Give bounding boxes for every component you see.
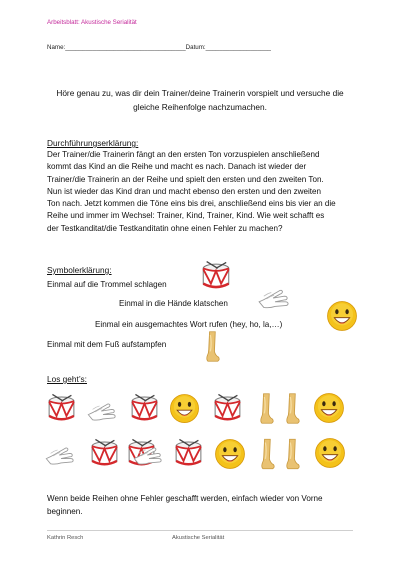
drum-icon [45,393,78,424]
symbols-heading: Symbolerklärung: [47,265,112,275]
symbol-hands-text: Einmal in die Hände klatschen [119,299,228,308]
shouting-smiley-icon [325,299,359,333]
instructions-line: Ton nach. Jetzt kommen die Töne eins bis drei, anschließend eins bis vier an die [47,199,336,209]
shouting-smiley-icon [313,436,347,470]
drum-icon [128,393,161,424]
drum-icon [211,393,244,424]
footer-title: Akustische Serialität [172,535,225,541]
drum-icon [172,438,205,469]
closing-text: Wenn beide Reihen ohne Fehler geschafft werden, einfach wieder von Vorne beginnen. [47,494,323,516]
instructions-heading: Durchführungserklärung: [47,138,139,148]
drum-icon [199,260,233,292]
instructions-section [47,137,365,235]
shouting-smiley-icon [213,437,247,471]
instructions-line: Nun ist wieder das Kind dran und macht ebenso den ersten und den zweiten [47,186,322,196]
clapping-hands-icon [130,443,168,469]
instructions-line: Reihe und immer im Wechsel: Trainer, Kind, Trainer, Kind. Wie weit schafft es [47,211,325,221]
footer-author: Kathrin Resch [47,535,84,541]
instructions-line: Der Trainer/die Trainerin fängt an den ersten Ton vorzuspielen anschließend [47,150,320,159]
clapping-hands-icon [84,399,122,425]
clapping-hands-icon [255,285,295,313]
footer-divider [47,530,353,531]
symbol-shout-text: Einmal ein ausgemachtes Wort rufen (hey, ho, la,…) [95,320,283,329]
instructions-line: Trainer/die Trainerin an der Reihe und spielt den ersten und den zweiten Ton. [47,174,324,184]
foot-icon [203,330,221,363]
clapping-hands-icon [42,443,80,469]
intro-text: Höre genau zu, was dir dein Trainer/deine Trainerin vorspielt und versuche die gleiche Reihenfolge nachzumachen. [56,88,344,112]
symbol-drum-text: Einmal auf die Trommel schlagen [47,280,167,289]
symbol-foot-text: Einmal mit dem Fuß aufstampfen [47,340,167,349]
foot-icon [258,437,276,471]
shouting-smiley-icon [312,391,346,425]
lets-go-heading: Los geht’s: [47,374,87,384]
foot-icon [283,392,301,425]
drum-icon [88,438,121,469]
header-title: Arbeitsblatt: Akustische Serialität [47,19,137,26]
instructions-line: kommt das Kind an die Reihe und macht es nach. Danach ist wieder der [47,162,307,172]
foot-icon [257,392,275,425]
shouting-smiley-icon [168,392,201,425]
instructions-line: der Testkanditat/die Testkanditatin ohne einen Fehler zu machen? [47,223,283,233]
name-date-line: Name:___________________________________Datum:___________________ [47,44,271,51]
foot-icon [283,437,301,471]
